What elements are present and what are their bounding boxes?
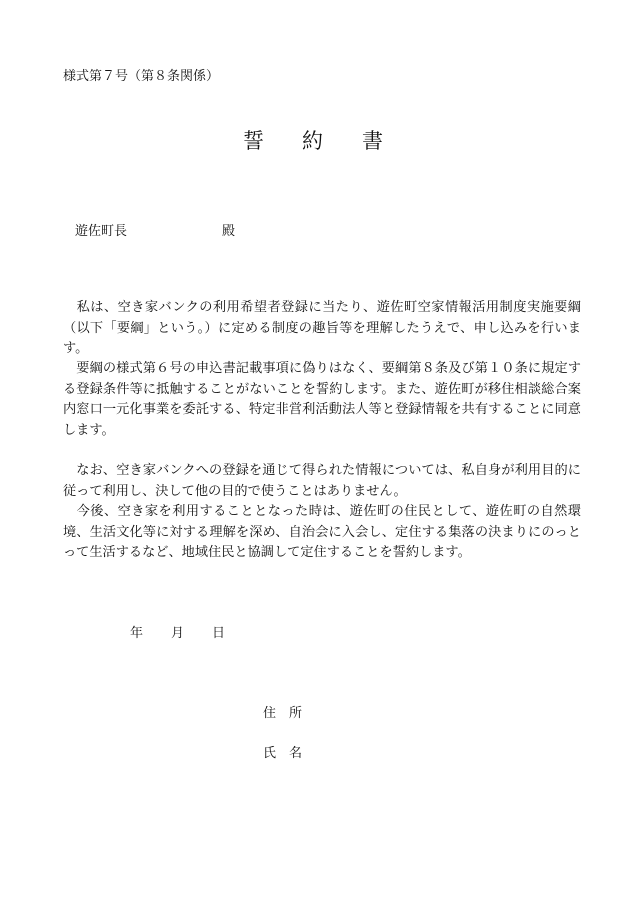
paragraph-2: 要綱の様式第６号の申込書記載事項に偽りはなく、要綱第８条及び第１０条に規定する登録条件等に抵触することがないことを誓約します。また、遊佐町が移住相談総合案内窓口一元化事業を委託する、特定非営利活動法人等と登録情報を共有することに同意します。 [63,361,581,438]
form-label: 様式第７号（第８条関係） [63,69,220,84]
address-label: 住 所 [263,706,303,721]
document-title [0,125,630,155]
title-char-2: 約 [302,129,323,153]
title-char-3: 書 [362,129,383,153]
name-label: 氏 名 [263,746,303,761]
paragraph-4: 今後、空き家を利用することとなった時は、遊佐町の住民として、遊佐町の自然環境、生活文化等に対する理解を深め、自治会に入会し、定住する集落の決まりにのっとって生活するなど、地域住民と協調して定住することを誓約します。 [63,504,581,560]
addressee: 遊佐町長 [75,224,128,239]
honorific: 殿 [222,224,236,239]
paragraph-3: なお、空き家バンクへの登録を通じて得られた情報については、私自身が利用目的に従って利用し、決して他の目的で使うことはありません。 [63,463,581,499]
title-char-1: 誓 [243,129,264,153]
date-month: 月 [171,626,185,641]
date-year: 年 [130,626,144,641]
paragraph-1: 私は、空き家バンクの利用希望者登録に当たり、遊佐町空家情報活用制度実施要綱（以下「要綱」という。）に定める制度の趣旨等を理解したうえで、申し込みを行います。 [63,300,581,356]
date-day: 日 [212,626,226,641]
